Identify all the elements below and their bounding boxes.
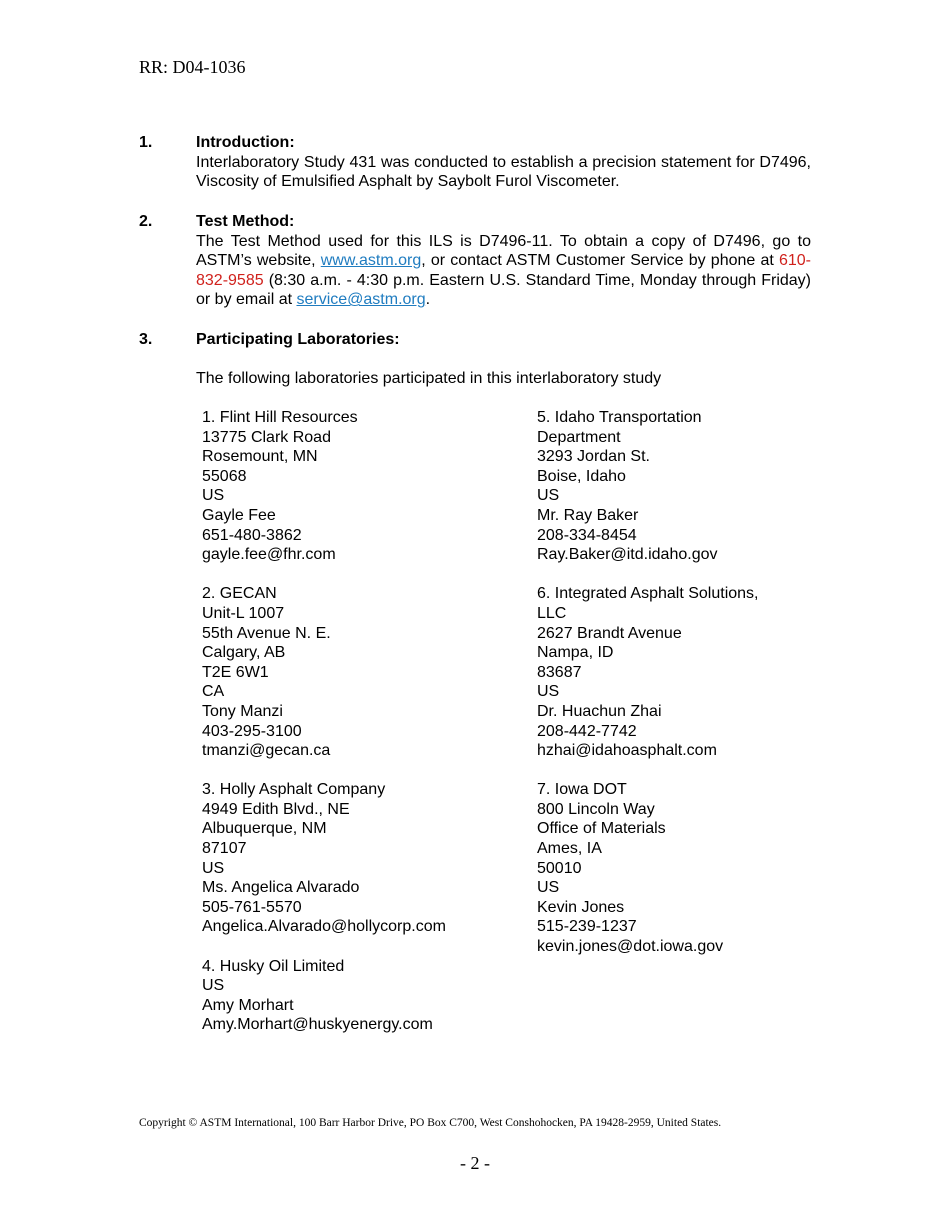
lab-line: Mr. Ray Baker — [537, 506, 639, 524]
lab-line: Albuquerque, NM — [202, 820, 327, 838]
text-segment: (8:30 a.m. - 4:30 p.m. Eastern U.S. Standard Time, Monday through Friday) or by email at — [196, 271, 811, 309]
lab-line: US — [537, 879, 560, 897]
lab-line: CA — [202, 683, 225, 701]
section-text: The following laboratories participated in this interlaboratory study — [196, 370, 662, 388]
text-segment: , or contact ASTM Customer Service by phone at — [421, 252, 779, 270]
lab-line: T2E 6W1 — [202, 663, 269, 681]
lab-line: Boise, Idaho — [537, 467, 626, 485]
lab-line: 50010 — [537, 859, 582, 877]
lab-line: 2. GECAN — [202, 585, 277, 603]
section-introduction — [139, 133, 811, 192]
lab-line: Department — [537, 428, 621, 446]
lab-line: 3293 Jordan St. — [537, 448, 650, 466]
lab-line: 3. Holly Asphalt Company — [202, 781, 386, 799]
section-title: Introduction: — [196, 134, 295, 151]
lab-entry — [537, 584, 758, 760]
astm-website-link[interactable]: www.astm.org — [320, 252, 422, 270]
lab-line: Kevin Jones — [537, 898, 625, 916]
lab-line: 55068 — [202, 467, 247, 485]
labs-left-column — [202, 408, 446, 1055]
lab-line: Ray.Baker@itd.idaho.gov — [537, 546, 718, 564]
lab-line: 4949 Edith Blvd., NE — [202, 800, 350, 818]
lab-line: 5. Idaho Transportation — [537, 409, 702, 426]
lab-line: 515-239-1237 — [537, 918, 637, 936]
lab-line: Nampa, ID — [537, 644, 614, 662]
lab-line: Office of Materials — [537, 820, 666, 838]
lab-line: 55th Avenue N. E. — [202, 624, 331, 642]
section-test-method — [139, 212, 811, 310]
section-title: Participating Laboratories: — [196, 331, 400, 348]
document-header: RR: D04-1036 — [139, 57, 246, 77]
lab-line: Amy.Morhart@huskyenergy.com — [202, 1016, 433, 1034]
lab-line: Dr. Huachun Zhai — [537, 702, 662, 720]
section-number: 1. — [139, 134, 153, 151]
lab-line: 505-761-5570 — [202, 898, 302, 916]
lab-entry — [202, 780, 446, 937]
service-email-link[interactable]: service@astm.org — [296, 291, 426, 309]
lab-line: 800 Lincoln Way — [537, 800, 655, 818]
lab-line: 83687 — [537, 663, 582, 681]
lab-line: US — [202, 487, 225, 505]
lab-line: 13775 Clark Road — [202, 428, 331, 446]
copyright-footer: Copyright © ASTM International, 100 Barr Harbor Drive, PO Box C700, West Conshohocken, PA 19428-2959, United States. — [139, 1117, 722, 1129]
text-segment: . — [425, 291, 431, 309]
lab-line: Calgary, AB — [202, 644, 286, 662]
lab-line: 7. Iowa DOT — [537, 781, 627, 799]
lab-entry — [202, 584, 446, 760]
lab-line: 6. Integrated Asphalt Solutions, — [537, 585, 759, 603]
lab-line: Gayle Fee — [202, 506, 276, 524]
lab-line: Angelica.Alvarado@hollycorp.com — [202, 918, 446, 936]
lab-line: US — [202, 977, 225, 995]
lab-line: kevin.jones@dot.iowa.gov — [537, 938, 724, 956]
lab-line: 208-442-7742 — [537, 722, 637, 740]
page-number: - 2 - — [460, 1153, 490, 1173]
section-title: Test Method: — [196, 213, 295, 230]
lab-line: 208-334-8454 — [537, 526, 637, 544]
lab-entry — [537, 408, 758, 565]
lab-entry — [202, 957, 446, 1035]
lab-line: Amy Morhart — [202, 996, 294, 1014]
lab-line: Tony Manzi — [202, 702, 283, 720]
lab-line: gayle.fee@fhr.com — [202, 546, 336, 564]
lab-line: Unit-L 1007 — [202, 604, 285, 622]
lab-line: 4. Husky Oil Limited — [202, 957, 345, 975]
lab-line: Ms. Angelica Alvarado — [202, 879, 360, 897]
text-segment: The Test Method used for this ILS is D7496-11. To obtain a copy of D7496, go to ASTM’s website, — [196, 232, 811, 270]
lab-line: 651-480-3862 — [202, 526, 302, 544]
lab-line: US — [537, 487, 560, 505]
lab-line: Ames, IA — [537, 840, 602, 858]
labs-right-column — [537, 408, 758, 976]
section-number: 3. — [139, 331, 153, 348]
lab-line: 2627 Brandt Avenue — [537, 624, 682, 642]
lab-entry — [537, 780, 758, 956]
section-text — [196, 232, 811, 310]
lab-line: tmanzi@gecan.ca — [202, 742, 331, 760]
phone-number: 610-832-9585 — [196, 252, 812, 289]
lab-line: 1. Flint Hill Resources — [202, 409, 358, 426]
lab-line: hzhai@idahoasphalt.com — [537, 742, 717, 760]
lab-line: 87107 — [202, 840, 247, 858]
lab-entry — [202, 408, 446, 565]
lab-line: US — [202, 859, 225, 877]
lab-line: US — [537, 683, 560, 701]
section-text: Interlaboratory Study 431 was conducted to establish a precision statement for D7496, Viscosity of Emulsified Asphalt by Saybolt Furol Viscometer. — [196, 153, 811, 191]
lab-line: LLC — [537, 604, 567, 622]
lab-line: 403-295-3100 — [202, 722, 302, 740]
section-participating-labs — [139, 330, 811, 389]
lab-line: Rosemount, MN — [202, 448, 318, 466]
section-number: 2. — [139, 213, 153, 230]
